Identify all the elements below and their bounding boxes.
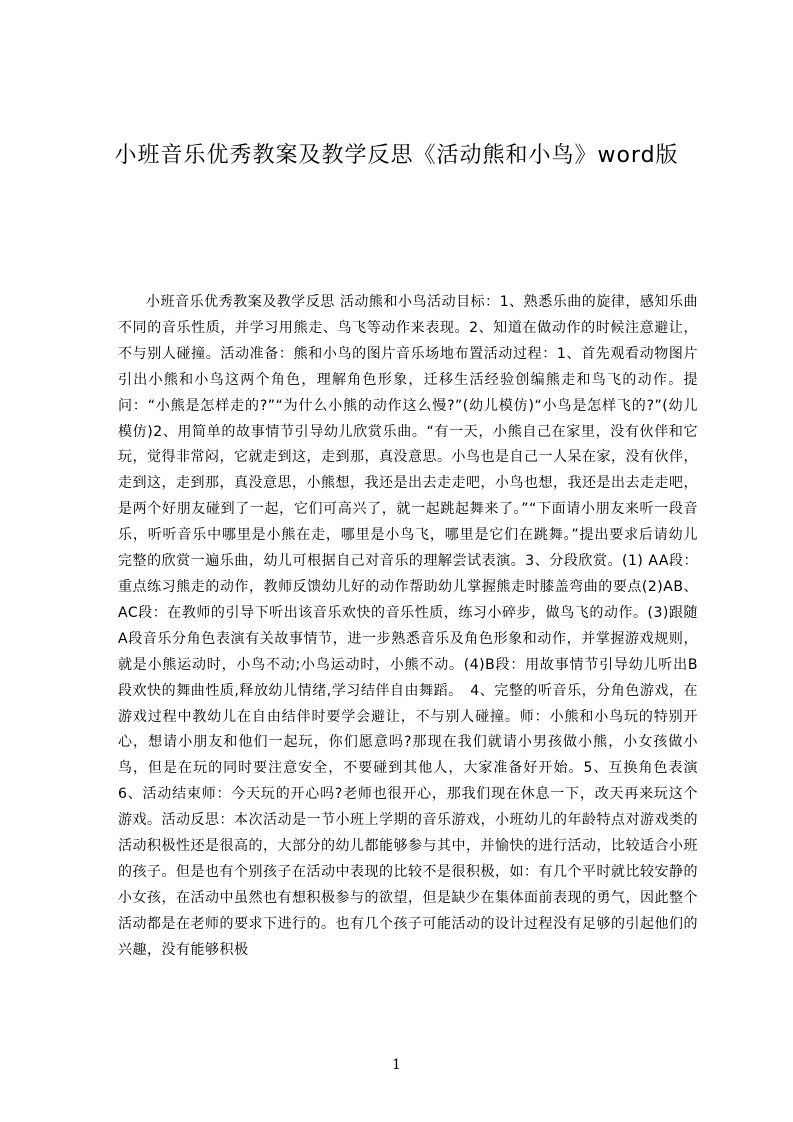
- page-number: 1: [392, 1057, 401, 1073]
- document-title: 小班音乐优秀教案及教学反思《活动熊和小鸟》word版: [114, 143, 679, 168]
- document-body: 小班音乐优秀教案及教学反思 活动熊和小鸟活动目标：1、熟悉乐曲的旋律，感知乐曲不同的音乐性质，并学习用熊走、鸟飞等动作来表现。2、知道在做动作的时候注意避让，不与别人碰撞。活动准备：熊和小鸟的图片音乐场地布置活动过程：1、首先观看动物图片引出小熊和小鸟这两个角色，理解角色形象，迁移生活经验创编熊走和鸟飞的动作。提问：“小熊是怎样走的?”“为什么小熊的动作这么慢?”(幼儿模仿)“小鸟是怎样飞的?”(幼儿模仿)2、用简单的故事情节引导幼儿欣赏乐曲。“有一天，小熊自己在家里，没有伙伴和它玩，觉得非常闷，它就走到这，走到那，真没意思。小鸟也是自己一人呆在家，没有伙伴，走到这，走到那，真没意思，小熊想，我还是出去走走吧，小鸟也想，我还是出去走走吧，是两个好朋友碰到了一起，它们可高兴了，就一起跳起舞来了。”“下面请小朋友来听一段音乐，听听音乐中哪里是小熊在走，哪里是小鸟飞，哪里是它们在跳舞。”提出要求后请幼儿完整的欣赏一遍乐曲，幼儿可根据自己对音乐的理解尝试表演。3、分段欣赏。(1) AA段：重点练习熊走的动作，教师反馈幼儿好的动作帮助幼儿掌握熊走时膝盖弯曲的要点(2)AB、AC段：在教师的引导下听出该音乐欢快的音乐性质，练习小碎步，做鸟飞的动作。(3)跟随A段音乐分角色表演有关故事情节，进一步熟悉音乐及角色形象和动作，并掌握游戏规则，就是小熊运动时，小鸟不动;小鸟运动时，小熊不动。(4)B段：用故事情节引导幼儿听出B段欢快的舞曲性质,释放幼儿情绪,学习结伴自由舞蹈。 4、完整的听音乐，分角色游戏，在游戏过程中教幼儿在自由结伴时要学会避让，不与别人碰撞。师：小熊和小鸟玩的特别开心，想请小朋友和他们一起玩，你们愿意吗?那现在我们就请小男孩做小熊，小女孩做小鸟，但是在玩的同时要注意安全，不要碰到其他人，大家准备好开始。5、互换角色表演 6、活动结束师：今天玩的开心吗?老师也很开心，那我们现在休息一下，改天再来玩这个游戏。活动反思：本次活动是一节小班上学期的音乐游戏，小班幼儿的年龄特点对游戏类的活动积极性还是很高的，大部分的幼儿都能够参与其中，并愉快的进行活动，比较适合小班的孩子。但是也有个别孩子在活动中表现的比较不是很积极，如：有几个平时就比较安静的小女孩，在活动中虽然也有想积极参与的欲望，但是缺少在集体面前表现的勇气，因此整个活动都是在老师的要求下进行的。也有几个孩子可能活动的设计过程没有足够的引起他们的兴趣，没有能够积极: [118, 294, 698, 958]
